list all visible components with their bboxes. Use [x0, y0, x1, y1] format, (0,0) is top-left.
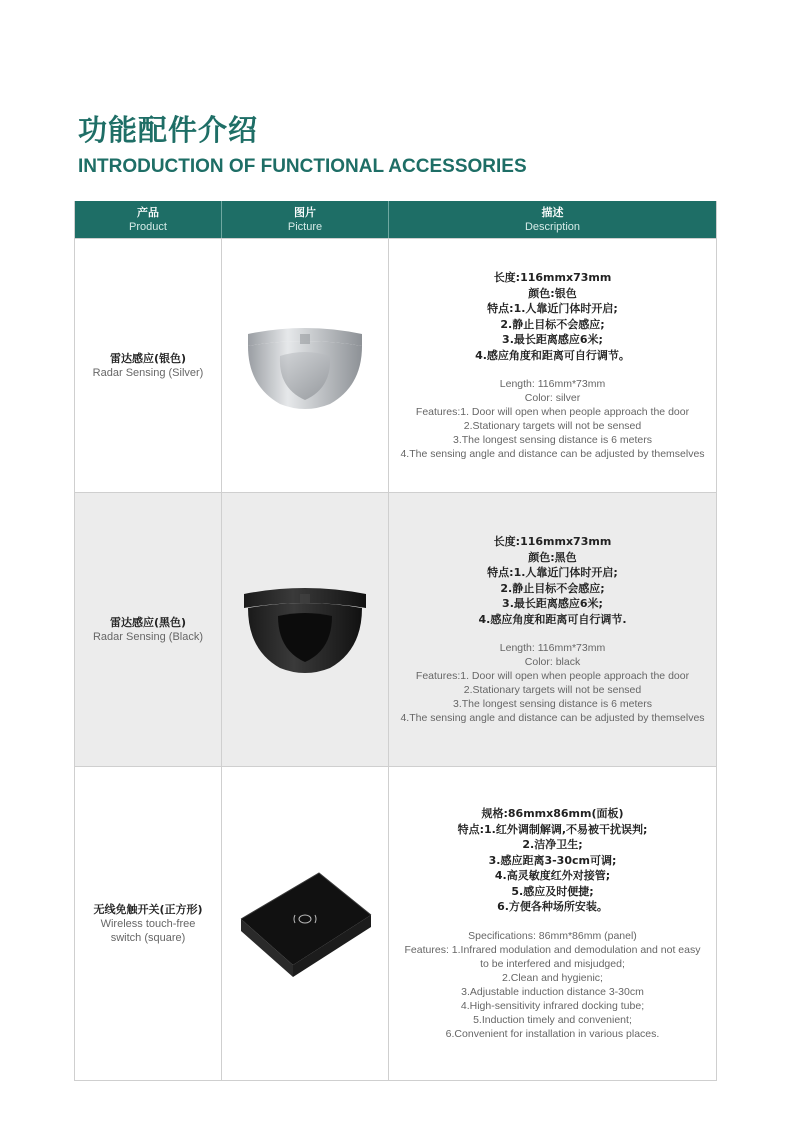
picture-cell [222, 767, 389, 1080]
description-cell [389, 493, 716, 766]
product-name-cn: 无线免触开关(正方形) [93, 903, 203, 916]
desc-cn-line: 5.感应及时便捷; [511, 884, 594, 898]
desc-cn-line: 特点:1.红外调制解调,不易被干扰误判; [457, 822, 648, 836]
desc-en-line: Length: 116mm*73mm [499, 642, 606, 654]
desc-cn-line: 4.感应角度和距离可自行调节。 [475, 348, 630, 362]
desc-en-line: 5.Induction timely and convenient; [473, 1013, 632, 1026]
page-title-en: INTRODUCTION OF FUNCTIONAL ACCESSORIES [78, 156, 527, 177]
description-cell [389, 767, 716, 1080]
description-en [400, 377, 704, 461]
desc-cn-line: 特点:1.人靠近门体时开启; [487, 566, 618, 579]
description-cell [389, 239, 716, 492]
desc-cn-line: 3.最长距离感应6米; [502, 333, 603, 346]
header-description-cn: 描述 [541, 205, 564, 219]
header-picture-en: Picture [287, 220, 323, 233]
desc-en-line: 4.The sensing angle and distance can be adjusted by themselves [400, 448, 705, 460]
desc-cn-line: 颜色:黑色 [528, 550, 577, 564]
header-product-en: Product [129, 220, 167, 233]
desc-cn-line: 4.高灵敏度红外对接管; [494, 869, 611, 883]
black-radar-sensor-icon [240, 580, 370, 680]
desc-en-line: Color: silver [524, 392, 581, 404]
desc-cn-line: 4.感应角度和距离可自行调节. [478, 612, 627, 626]
product-cell [75, 767, 222, 1080]
desc-en-line: 3.Adjustable induction distance 3-30cm [461, 985, 644, 998]
accessories-table [74, 201, 717, 1081]
description-cn [458, 806, 648, 915]
desc-cn-line: 2.静止目标不会感应; [500, 317, 605, 331]
desc-en-line: 6.Convenient for installation in various places. [445, 1027, 660, 1040]
description-en [405, 929, 701, 1041]
desc-en-line: 3.The longest sensing distance is 6 meters [452, 434, 653, 446]
table-row [75, 766, 716, 1080]
table-header [75, 201, 716, 238]
desc-cn-line: 规格:86mmx86mm(面板) [481, 807, 624, 821]
header-description-en: Description [524, 220, 581, 233]
desc-cn-line: 6.方便各种场所安装。 [497, 900, 608, 914]
desc-cn-line: 颜色:银色 [528, 286, 577, 300]
desc-en-line: 2.Stationary targets will not be sensed [463, 684, 642, 696]
description-cn [475, 270, 630, 363]
touch-free-switch-icon [235, 859, 375, 989]
desc-en-line: Color: black [524, 656, 581, 668]
desc-en-line: Specifications: 86mm*86mm (panel) [468, 929, 637, 942]
desc-en-line: Features:1. Door will open when people approach the door [415, 670, 690, 682]
product-cell [75, 493, 222, 766]
product-cell [75, 239, 222, 492]
desc-en-line: 2.Stationary targets will not be sensed [463, 420, 642, 432]
desc-cn-line: 2.洁净卫生; [522, 838, 583, 852]
page-title-cn: 功能配件介绍 [78, 113, 259, 147]
header-product [75, 201, 222, 238]
header-picture [222, 201, 389, 238]
description-cn [478, 534, 626, 627]
desc-en-line: to be interfered and misjudged; [480, 957, 625, 970]
desc-en-line: Features: 1.Infrared modulation and demodulation and not easy [404, 943, 701, 956]
picture-cell [222, 493, 389, 766]
desc-cn-line: 3.感应距离3-30cm可调; [488, 853, 617, 867]
desc-en-line: 4.High-sensitivity infrared docking tube; [460, 999, 645, 1012]
header-description [389, 201, 716, 238]
header-picture-cn: 图片 [294, 205, 316, 219]
product-name-en: Radar Sensing (Silver) [92, 367, 204, 379]
product-name-cn: 雷达感应(黑色) [109, 616, 187, 629]
desc-en-line: 4.The sensing angle and distance can be adjusted by themselves [400, 712, 705, 724]
description-en [400, 641, 704, 725]
desc-en-line: 2.Clean and hygienic; [501, 971, 603, 984]
table-row [75, 492, 716, 766]
desc-cn-line: 特点:1.人靠近门体时开启; [487, 302, 618, 315]
desc-en-line: Features:1. Door will open when people approach the door [415, 406, 690, 418]
desc-cn-line: 长度:116mmx73mm [493, 535, 612, 548]
product-name-cn: 雷达感应(银色) [109, 352, 187, 365]
desc-cn-line: 3.最长距离感应6米; [502, 597, 603, 610]
table-row [75, 238, 716, 492]
desc-cn-line: 长度:116mmx73mm [493, 271, 612, 284]
product-name-en: Wireless touch-free switch (square) [100, 918, 196, 944]
picture-cell [222, 239, 389, 492]
silver-radar-sensor-icon [240, 316, 370, 416]
desc-en-line: Length: 116mm*73mm [499, 378, 606, 390]
product-name-en: Radar Sensing (Black) [92, 631, 204, 643]
header-product-cn: 产品 [137, 205, 159, 219]
desc-en-line: 3.The longest sensing distance is 6 meters [452, 698, 653, 710]
desc-cn-line: 2.静止目标不会感应; [500, 581, 605, 595]
